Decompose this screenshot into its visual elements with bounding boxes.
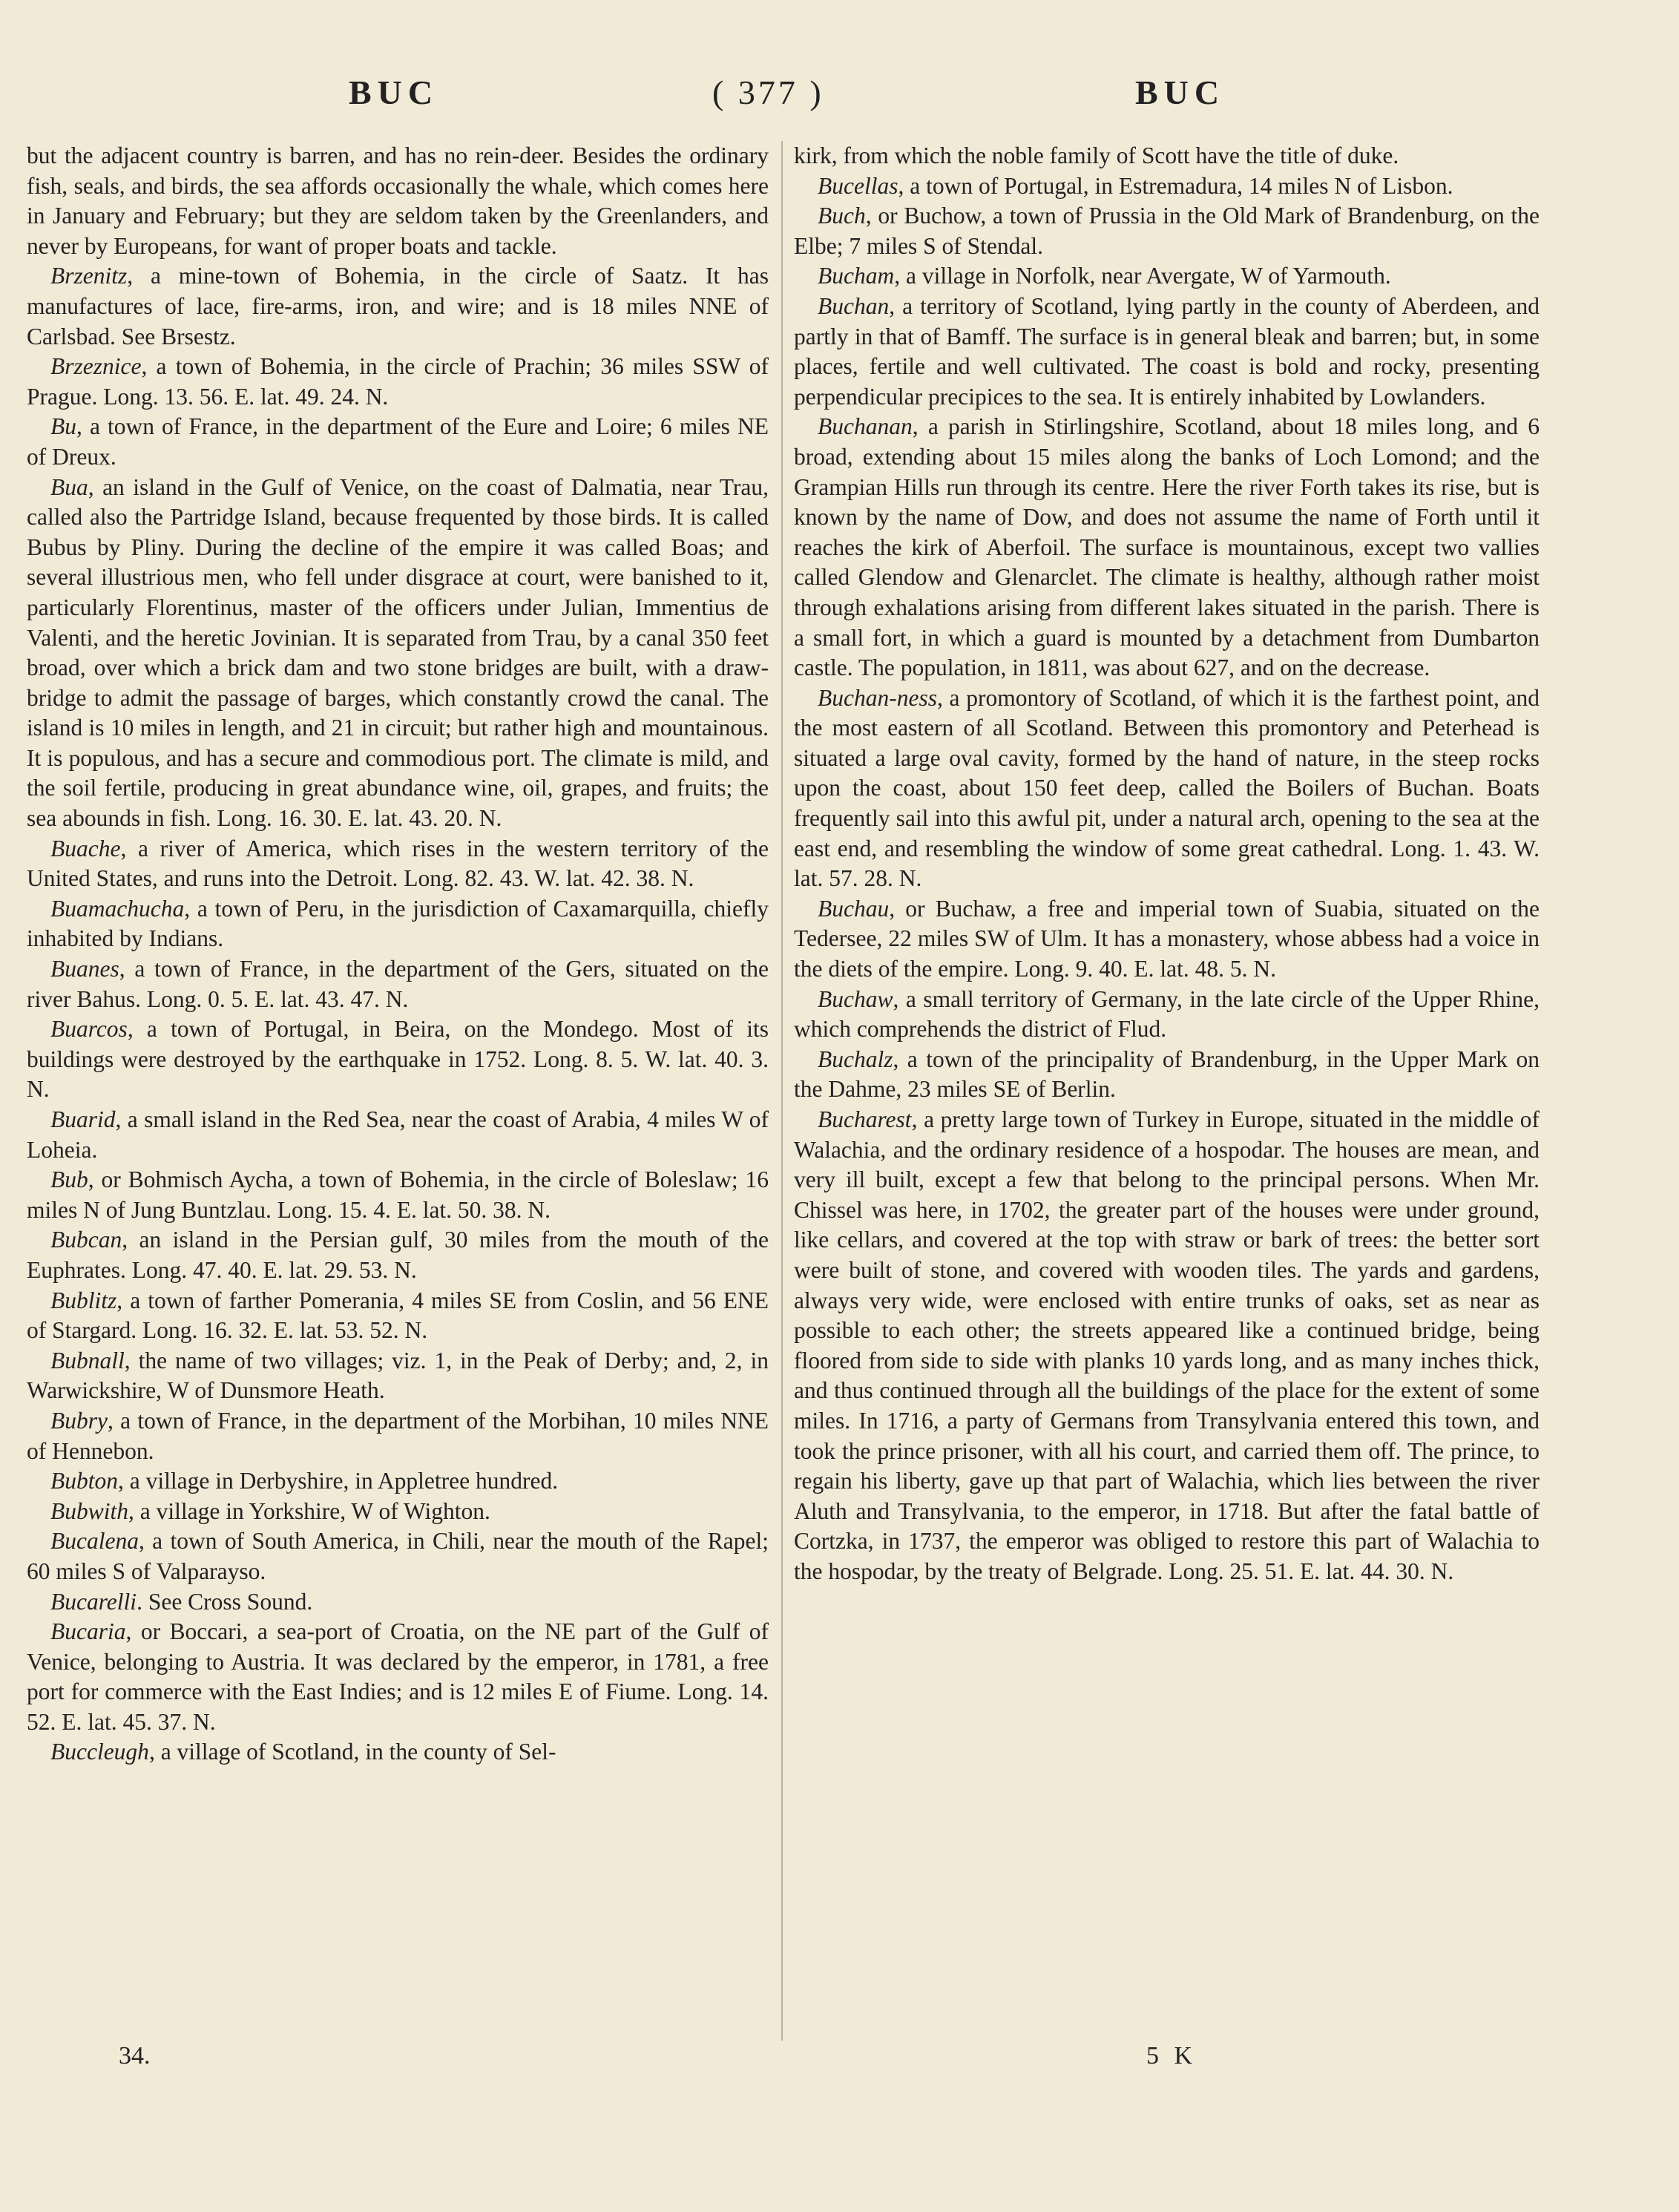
entry-headword: Buamachucha (50, 895, 185, 922)
entry-headword: Bub (50, 1166, 88, 1193)
entry-text: , a small island in the Red Sea, near the coast of Arabia, 4 miles W of Loheia. (27, 1106, 769, 1163)
gazetteer-entry (27, 1165, 769, 1225)
left-column (27, 141, 769, 1768)
right-column (794, 141, 1540, 1587)
entry-text: , a town of France, in the department of the Morbihan, 10 miles NNE of Hennebon. (27, 1407, 769, 1464)
entry-headword: Bucham (818, 263, 895, 289)
header-left-word: BUC (349, 73, 439, 111)
entry-text: , a town of the principality of Brandenburg, in the Upper Mark on the Dahme, 23 miles SE of Berlin. (794, 1046, 1540, 1103)
gazetteer-entry (27, 352, 769, 412)
entry-text: , a promontory of Scotland, of which it is the farthest point, and the most eastern of all Scotland. Between this promontory and Peterhead is situated a large oval cavity, formed by the hand of nature, in the steep rocks upon the coast, about 150 feet deep, called the Boilers of Buchan. Boats frequently sail into this awful pit, under a natural arch, opening to the sea at the east end, and resembling the window of some great cathedral. Long. 1. 43. W. lat. 57. 28. N. (794, 684, 1540, 892)
gazetteer-entry (27, 894, 769, 954)
gazetteer-entry (27, 1346, 769, 1406)
entry-text: , a pretty large town of Turkey in Europe, situated in the middle of Walachia, and the ordinary residence of a hospodar. The houses are mean, and very ill built, except a few that belong to the principal persons. When Mr. Chissel was here, in 1702, the greater part of the houses were under ground, like cellars, and covered at the top with straw or bark of trees: the better sort were built of stone, and covered with wooden tiles. The yards and gardens, always very wide, were enclosed with entire trunks of oaks, set as near as possible to each other; the streets appeared like a continued bridge, being floored from side to side with planks 10 yards long, and as many inches thick, and thus continued through all the buildings of the place for the extent of some miles. In 1716, a party of Germans from Transylvania entered this town, and took the prince prisoner, with all his court, and carried them off. The prince, to regain his liberty, gave up that part of Walachia, which lies between the river Aluth and Transylvania, to the emperor, in 1718. But after the fatal battle of Cortzka, in 1737, the emperor was obliged to restore this part of Walachia to the hospodar, by the treaty of Belgrade. Long. 25. 51. E. lat. 44. 30. N. (794, 1106, 1540, 1584)
gazetteer-entry (27, 1406, 769, 1466)
entry-headword: Buchaw (818, 985, 893, 1012)
running-header (0, 73, 1679, 125)
entry-text: kirk, from which the noble family of Scott have the title of duke. (794, 142, 1399, 168)
entry-headword: Buarcos (50, 1016, 128, 1043)
gazetteer-entry (27, 412, 769, 472)
entry-headword: Buchalz (818, 1046, 893, 1072)
entry-text: . See Cross Sound. (137, 1588, 313, 1615)
entry-text: , or Buchaw, a free and imperial town of Suabia, situated on the Tedersee, 22 miles SW of Ulm. It has a monastery, whose abbess had a voice in the diets of the empire. Long. 9. 40. E. lat. 48. 5. N. (794, 895, 1540, 982)
entry-text: , a town of Portugal, in Beira, on the Mondego. Most of its buildings were destroyed by the earthquake in 1752. Long. 8. 5. W. lat. 40. 3. N. (27, 1016, 769, 1103)
gazetteer-entry (794, 141, 1540, 171)
gazetteer-entry (794, 985, 1540, 1045)
entry-text: , a town of Portugal, in Estremadura, 14 miles N of Lisbon. (898, 172, 1453, 199)
gazetteer-entry (27, 1497, 769, 1527)
entry-text: , an island in the Persian gulf, 30 miles from the mouth of the Euphrates. Long. 47. 40. E. lat. 29. 53. N. (27, 1227, 769, 1283)
gazetteer-entry (794, 171, 1540, 202)
entry-headword: Buarid (50, 1106, 116, 1132)
entry-text: , or Boccari, a sea-port of Croatia, on the NE part of the Gulf of Venice, belonging to Austria. It was declared by the emperor, in 1781, a free port for commerce with the East Indies; and is 12 miles E of Fiume. Long. 14. 52. E. lat. 45. 37. N. (27, 1618, 769, 1735)
entry-text: , a town of France, in the department of the Gers, situated on the river Bahus. Long. 0. 5. E. lat. 43. 47. N. (27, 956, 769, 1012)
gazetteer-entry (27, 261, 769, 352)
entry-headword: Bubton (50, 1468, 118, 1494)
gazetteer-entry (794, 894, 1540, 985)
gazetteer-entry (27, 1225, 769, 1285)
entry-headword: Buanes (50, 956, 119, 982)
entry-text: , a town of South America, in Chili, near the mouth of the Rapel; 60 miles S of Valparayso. (27, 1528, 769, 1584)
entry-text: , a mine-town of Bohemia, in the circle of Saatz. It has manufactures of lace, fire-arms, iron, and wire; and is 18 miles NNE of Carlsbad. See Brsestz. (27, 263, 769, 349)
gazetteer-entry (794, 261, 1540, 292)
entry-headword: Buchau (818, 895, 890, 922)
gazetteer-entry (794, 201, 1540, 261)
entry-text: , a town of farther Pomerania, 4 miles SE from Coslin, and 56 ENE of Stargard. Long. 16. 32. E. lat. 53. 52. N. (27, 1287, 769, 1344)
entry-headword: Bua (50, 473, 88, 500)
gazetteer-entry (27, 954, 769, 1014)
gazetteer-entry (27, 141, 769, 261)
entry-headword: Bucalena (50, 1528, 139, 1555)
entry-text: , a town of Bohemia, in the circle of Prachin; 36 miles SSW of Prague. Long. 13. 56. E. lat. 49. 24. N. (27, 353, 769, 410)
entry-headword: Bucharest (818, 1106, 912, 1132)
entry-text: , or Bohmisch Aycha, a town of Bohemia, in the circle of Boleslaw; 16 miles N of Jung Buntzlau. Long. 15. 4. E. lat. 50. 38. N. (27, 1166, 769, 1223)
gazetteer-entry (27, 1617, 769, 1737)
entry-headword: Bubry (50, 1407, 108, 1434)
entry-headword: Buch (818, 203, 866, 229)
entry-headword: Bubcan (50, 1227, 122, 1253)
entry-headword: Brzeznice (50, 353, 142, 380)
entry-headword: Bucaria (50, 1618, 126, 1645)
entry-text: , a river of America, which rises in the western territory of the United States, and runs into the Detroit. Long. 82. 43. W. lat. 42. 38. N. (27, 835, 769, 892)
gazetteer-entry (27, 834, 769, 894)
gazetteer-entry (794, 412, 1540, 683)
entry-headword: Bucarelli (50, 1588, 137, 1615)
entry-text: , a village of Scotland, in the county of Sel- (148, 1739, 556, 1765)
signature-mark: 34. (119, 2042, 151, 2070)
entry-headword: Buache (50, 835, 121, 862)
entry-text: , a village in Yorkshire, W of Wighton. (128, 1497, 490, 1524)
entry-headword: Buccleugh (50, 1739, 149, 1765)
gazetteer-entry (794, 1105, 1540, 1587)
entry-text: , a town of France, in the department of the Eure and Loire; 6 miles NE of Dreux. (27, 413, 769, 470)
gazetteer-entry (27, 473, 769, 834)
header-right-word: BUC (1135, 73, 1226, 111)
entry-text: , an island in the Gulf of Venice, on the coast of Dalmatia, near Trau, called also the Partridge Island, because frequented by those birds. It is called Bubus by Pliny. During the decline of the empire it was called Boas; and several illustrious men, who fell under disgrace at court, were banished to it, particularly Florentinus, master of the officers under Julian, Immentius de Valenti, and the heretic Jovinian. It is separated from Trau, by a canal 350 feet broad, over which a brick dam and two stone bridges are built, with a draw-bridge to admit the passage of barges, which constantly crowd the canal. The island is 10 miles in length, and 21 in circuit; but rather high and mountainous. It is populous, and has a secure and commodious port. The climate is mild, and the soil fertile, producing in great abundance wine, oil, grapes, and fruits; the sea abounds in fish. Long. 16. 30. E. lat. 43. 20. N. (27, 473, 769, 832)
entry-headword: Buchan-ness (818, 684, 937, 711)
gathering-mark: 5 K (1146, 2042, 1197, 2070)
entry-headword: Buchan (818, 292, 890, 319)
entry-headword: Buchanan (818, 413, 913, 440)
page-number: ( 377 ) (712, 73, 824, 111)
entry-headword: Bu (50, 413, 76, 440)
gazetteer-entry (794, 1045, 1540, 1105)
entry-text: , a village in Derbyshire, in Appletree hundred. (118, 1468, 559, 1494)
gazetteer-entry (27, 1105, 769, 1165)
entry-headword: Bubnall (50, 1347, 125, 1374)
gazetteer-entry (27, 1526, 769, 1586)
gazetteer-entry (27, 1466, 769, 1497)
entry-text: , a territory of Scotland, lying partly in the county of Aberdeen, and partly in that of Bamff. The surface is in general bleak and barren; but, in some places, fertile and well cultivated. The coast is bold and rocky, presenting perpendicular precipices to the sea. It is entirely inhabited by Lowlanders. (794, 292, 1540, 410)
gazetteer-entry (27, 1286, 769, 1346)
entry-headword: Bublitz (50, 1287, 117, 1313)
entry-headword: Bubwith (50, 1497, 129, 1524)
column-rule (781, 141, 783, 2041)
entry-text: , a parish in Stirlingshire, Scotland, about 18 miles long, and 6 broad, extending about 15 miles along the banks of Loch Lomond; and the Grampian Hills run through its centre. Here the river Forth takes its rise, but is known by the name of Dow, and does not assume the name of Forth until it reaches the kirk of Aberfoil. The surface is mountainous, except two vallies called Glendow and Glenarclet. The climate is healthy, although rather moist through exhalations arising from different lakes situated in the parish. There is a small fort, in which a guard is mounted by a detachment from Dumbarton castle. The population, in 1811, was about 627, and on the decrease. (794, 413, 1540, 681)
gazetteer-entry (794, 292, 1540, 412)
entry-text: , the name of two villages; viz. 1, in the Peak of Derby; and, 2, in Warwickshire, W of Dunsmore Heath. (27, 1347, 769, 1404)
entry-text: , a village in Norfolk, near Avergate, W of Yarmouth. (894, 263, 1391, 289)
entry-text: but the adjacent country is barren, and has no rein-deer. Besides the ordinary fish, seals, and birds, the sea affords occasionally the whale, which comes here in January and February; but they are seldom taken by the Greenlanders, and never by Europeans, for want of proper boats and tackle. (27, 142, 769, 259)
entry-headword: Bucellas (818, 172, 898, 199)
entry-text: , a small territory of Germany, in the late circle of the Upper Rhine, which comprehends the district of Flud. (794, 985, 1540, 1043)
gazetteer-entry (794, 683, 1540, 894)
gazetteer-entry (27, 1737, 769, 1768)
entry-text: , or Buchow, a town of Prussia in the Old Mark of Brandenburg, on the Elbe; 7 miles S of Stendal. (794, 203, 1540, 259)
gazetteer-entry (27, 1014, 769, 1105)
gazetteer-entry (27, 1587, 769, 1618)
entry-text: , a town of Peru, in the jurisdiction of Caxamarquilla, chiefly inhabited by Indians. (27, 895, 769, 952)
entry-headword: Brzenitz (50, 263, 128, 289)
